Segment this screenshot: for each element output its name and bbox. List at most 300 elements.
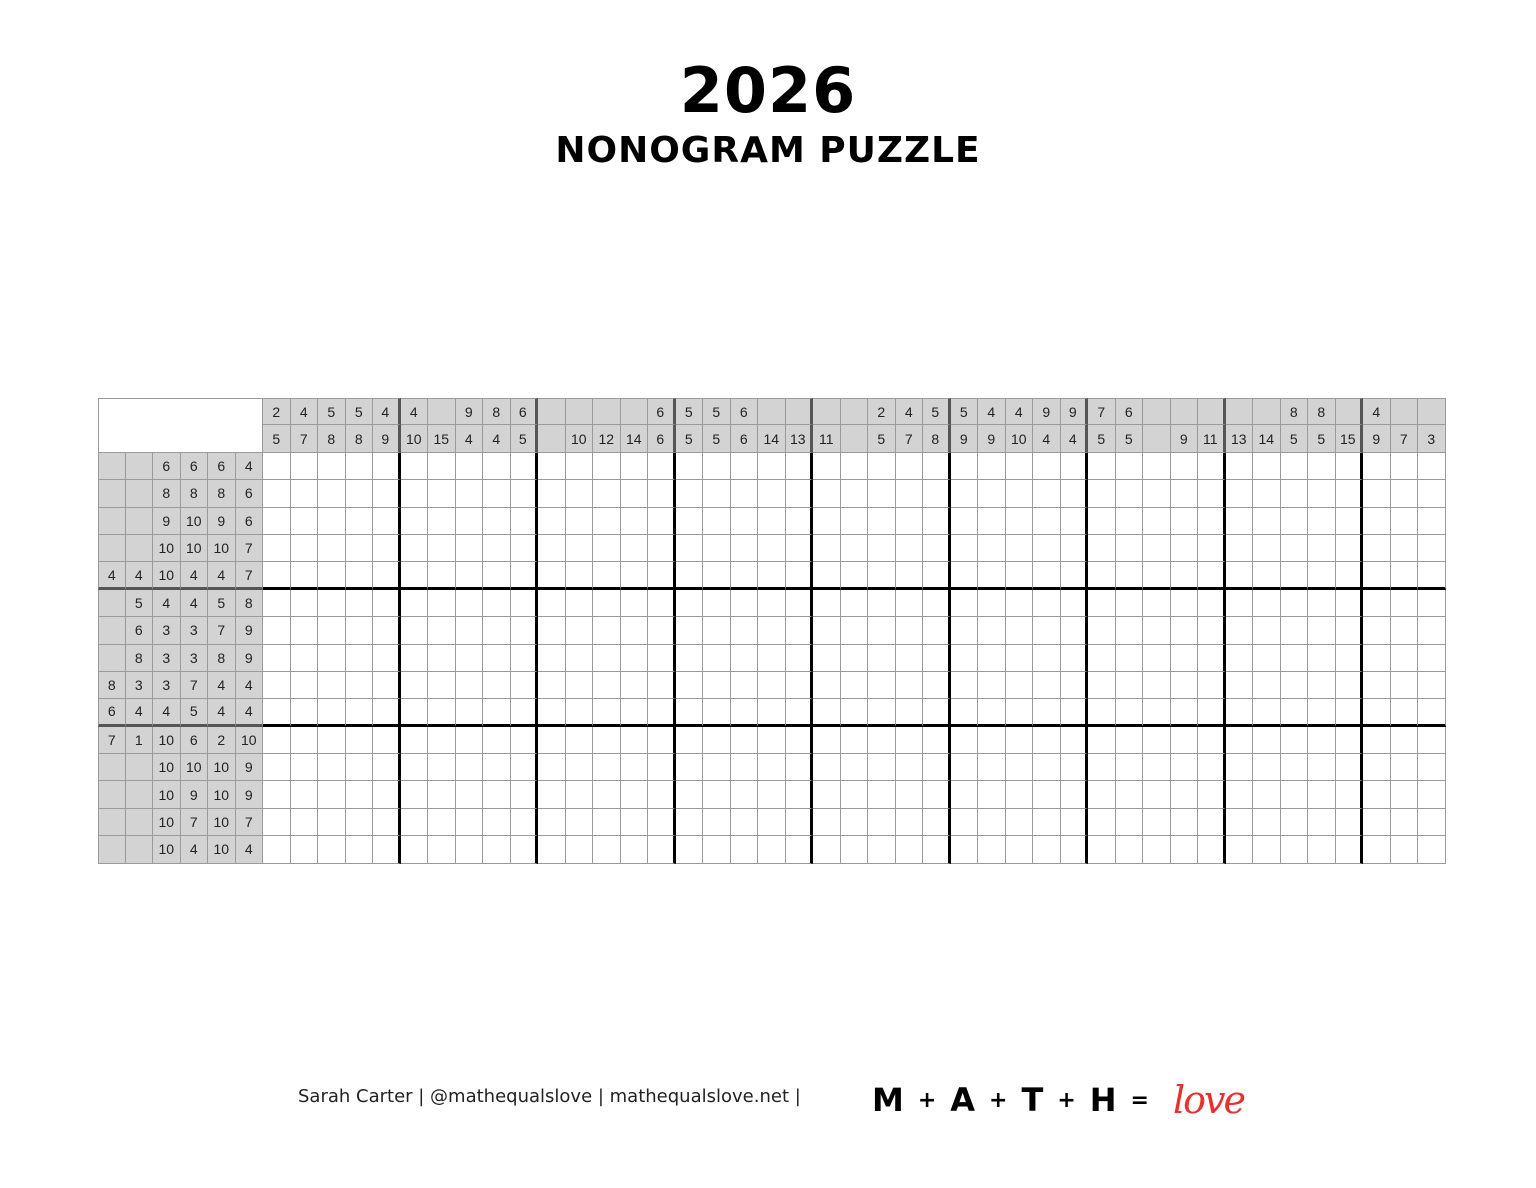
puzzle-cell[interactable]: [978, 590, 1006, 617]
puzzle-cell[interactable]: [676, 727, 704, 754]
puzzle-cell[interactable]: [896, 508, 924, 535]
puzzle-cell[interactable]: [263, 590, 291, 617]
puzzle-cell[interactable]: [786, 508, 814, 535]
puzzle-cell[interactable]: [1143, 453, 1171, 480]
puzzle-cell[interactable]: [1253, 809, 1281, 836]
puzzle-cell[interactable]: [1418, 508, 1446, 535]
puzzle-cell[interactable]: [703, 453, 731, 480]
puzzle-cell[interactable]: [593, 836, 621, 863]
puzzle-cell[interactable]: [1171, 727, 1199, 754]
puzzle-cell[interactable]: [593, 781, 621, 808]
puzzle-cell[interactable]: [1391, 617, 1419, 644]
puzzle-cell[interactable]: [428, 754, 456, 781]
puzzle-cell[interactable]: [511, 727, 539, 754]
puzzle-cell[interactable]: [1418, 645, 1446, 672]
puzzle-cell[interactable]: [1006, 453, 1034, 480]
puzzle-cell[interactable]: [758, 535, 786, 562]
puzzle-cell[interactable]: [1391, 809, 1419, 836]
puzzle-cell[interactable]: [538, 453, 566, 480]
puzzle-cell[interactable]: [703, 508, 731, 535]
puzzle-cell[interactable]: [621, 453, 649, 480]
puzzle-cell[interactable]: [923, 535, 951, 562]
puzzle-cell[interactable]: [923, 480, 951, 507]
puzzle-cell[interactable]: [813, 727, 841, 754]
puzzle-cell[interactable]: [511, 809, 539, 836]
puzzle-cell[interactable]: [1226, 754, 1254, 781]
puzzle-cell[interactable]: [1061, 480, 1089, 507]
puzzle-cell[interactable]: [1281, 480, 1309, 507]
puzzle-cell[interactable]: [483, 590, 511, 617]
puzzle-cell[interactable]: [1281, 617, 1309, 644]
puzzle-cell[interactable]: [676, 453, 704, 480]
puzzle-cell[interactable]: [841, 535, 869, 562]
puzzle-cell[interactable]: [1171, 480, 1199, 507]
puzzle-cell[interactable]: [648, 453, 676, 480]
puzzle-cell[interactable]: [1391, 781, 1419, 808]
puzzle-cell[interactable]: [401, 590, 429, 617]
puzzle-cell[interactable]: [291, 508, 319, 535]
puzzle-cell[interactable]: [1391, 562, 1419, 589]
puzzle-cell[interactable]: [291, 535, 319, 562]
puzzle-cell[interactable]: [483, 836, 511, 863]
puzzle-cell[interactable]: [511, 754, 539, 781]
puzzle-cell[interactable]: [841, 480, 869, 507]
puzzle-cell[interactable]: [373, 672, 401, 699]
puzzle-cell[interactable]: [593, 672, 621, 699]
puzzle-cell[interactable]: [1033, 645, 1061, 672]
puzzle-cell[interactable]: [291, 590, 319, 617]
puzzle-cell[interactable]: [1006, 562, 1034, 589]
puzzle-cell[interactable]: [786, 480, 814, 507]
puzzle-cell[interactable]: [1143, 809, 1171, 836]
puzzle-cell[interactable]: [813, 699, 841, 726]
puzzle-cell[interactable]: [346, 672, 374, 699]
puzzle-cell[interactable]: [401, 836, 429, 863]
puzzle-cell[interactable]: [1006, 699, 1034, 726]
puzzle-cell[interactable]: [923, 453, 951, 480]
puzzle-cell[interactable]: [841, 836, 869, 863]
puzzle-cell[interactable]: [1363, 508, 1391, 535]
puzzle-cell[interactable]: [566, 453, 594, 480]
puzzle-cell[interactable]: [1308, 836, 1336, 863]
puzzle-cell[interactable]: [511, 535, 539, 562]
puzzle-cell[interactable]: [346, 480, 374, 507]
puzzle-cell[interactable]: [621, 836, 649, 863]
puzzle-cell[interactable]: [456, 645, 484, 672]
puzzle-cell[interactable]: [373, 535, 401, 562]
puzzle-cell[interactable]: [291, 781, 319, 808]
puzzle-cell[interactable]: [813, 617, 841, 644]
puzzle-cell[interactable]: [1116, 645, 1144, 672]
puzzle-cell[interactable]: [401, 562, 429, 589]
puzzle-cell[interactable]: [1363, 453, 1391, 480]
puzzle-cell[interactable]: [758, 645, 786, 672]
puzzle-cell[interactable]: [1088, 672, 1116, 699]
puzzle-cell[interactable]: [318, 781, 346, 808]
puzzle-cell[interactable]: [428, 617, 456, 644]
puzzle-cell[interactable]: [923, 645, 951, 672]
puzzle-cell[interactable]: [1171, 781, 1199, 808]
puzzle-cell[interactable]: [1391, 754, 1419, 781]
puzzle-cell[interactable]: [758, 562, 786, 589]
puzzle-cell[interactable]: [1143, 617, 1171, 644]
puzzle-cell[interactable]: [1226, 480, 1254, 507]
puzzle-cell[interactable]: [318, 535, 346, 562]
puzzle-cell[interactable]: [1226, 672, 1254, 699]
puzzle-cell[interactable]: [456, 781, 484, 808]
puzzle-cell[interactable]: [346, 590, 374, 617]
puzzle-cell[interactable]: [318, 590, 346, 617]
puzzle-cell[interactable]: [428, 727, 456, 754]
puzzle-cell[interactable]: [676, 781, 704, 808]
puzzle-cell[interactable]: [1418, 836, 1446, 863]
puzzle-cell[interactable]: [1033, 699, 1061, 726]
puzzle-cell[interactable]: [428, 508, 456, 535]
puzzle-cell[interactable]: [1033, 836, 1061, 863]
puzzle-cell[interactable]: [978, 754, 1006, 781]
puzzle-cell[interactable]: [1061, 672, 1089, 699]
puzzle-cell[interactable]: [1198, 754, 1226, 781]
puzzle-cell[interactable]: [1006, 836, 1034, 863]
puzzle-cell[interactable]: [868, 562, 896, 589]
puzzle-cell[interactable]: [318, 453, 346, 480]
puzzle-cell[interactable]: [1116, 727, 1144, 754]
puzzle-cell[interactable]: [291, 453, 319, 480]
puzzle-cell[interactable]: [923, 754, 951, 781]
puzzle-cell[interactable]: [456, 590, 484, 617]
puzzle-cell[interactable]: [1198, 480, 1226, 507]
puzzle-cell[interactable]: [1088, 590, 1116, 617]
puzzle-cell[interactable]: [1116, 508, 1144, 535]
puzzle-cell[interactable]: [1143, 699, 1171, 726]
puzzle-cell[interactable]: [373, 699, 401, 726]
puzzle-cell[interactable]: [868, 480, 896, 507]
puzzle-cell[interactable]: [703, 562, 731, 589]
puzzle-cell[interactable]: [758, 508, 786, 535]
puzzle-cell[interactable]: [786, 809, 814, 836]
puzzle-cell[interactable]: [1033, 781, 1061, 808]
puzzle-cell[interactable]: [758, 781, 786, 808]
puzzle-cell[interactable]: [621, 754, 649, 781]
puzzle-cell[interactable]: [1418, 535, 1446, 562]
puzzle-cell[interactable]: [483, 508, 511, 535]
puzzle-cell[interactable]: [786, 562, 814, 589]
puzzle-cell[interactable]: [703, 809, 731, 836]
puzzle-cell[interactable]: [1088, 727, 1116, 754]
puzzle-cell[interactable]: [263, 535, 291, 562]
puzzle-cell[interactable]: [1308, 672, 1336, 699]
puzzle-cell[interactable]: [1116, 617, 1144, 644]
puzzle-cell[interactable]: [263, 480, 291, 507]
puzzle-cell[interactable]: [951, 672, 979, 699]
puzzle-cell[interactable]: [1253, 836, 1281, 863]
puzzle-cell[interactable]: [1418, 781, 1446, 808]
puzzle-cell[interactable]: [483, 781, 511, 808]
puzzle-cell[interactable]: [1226, 562, 1254, 589]
puzzle-cell[interactable]: [896, 645, 924, 672]
puzzle-cell[interactable]: [841, 645, 869, 672]
puzzle-cell[interactable]: [373, 590, 401, 617]
puzzle-cell[interactable]: [1226, 781, 1254, 808]
puzzle-cell[interactable]: [1006, 781, 1034, 808]
puzzle-cell[interactable]: [318, 617, 346, 644]
puzzle-cell[interactable]: [703, 672, 731, 699]
puzzle-cell[interactable]: [1006, 809, 1034, 836]
puzzle-cell[interactable]: [1336, 480, 1364, 507]
puzzle-cell[interactable]: [456, 480, 484, 507]
puzzle-cell[interactable]: [731, 727, 759, 754]
puzzle-cell[interactable]: [593, 727, 621, 754]
puzzle-cell[interactable]: [951, 590, 979, 617]
puzzle-cell[interactable]: [648, 645, 676, 672]
puzzle-cell[interactable]: [401, 672, 429, 699]
puzzle-cell[interactable]: [1033, 453, 1061, 480]
puzzle-cell[interactable]: [1308, 562, 1336, 589]
puzzle-cell[interactable]: [896, 453, 924, 480]
puzzle-cell[interactable]: [1171, 754, 1199, 781]
puzzle-cell[interactable]: [1281, 535, 1309, 562]
puzzle-cell[interactable]: [731, 754, 759, 781]
puzzle-cell[interactable]: [978, 508, 1006, 535]
puzzle-cell[interactable]: [1006, 645, 1034, 672]
puzzle-cell[interactable]: [428, 781, 456, 808]
puzzle-cell[interactable]: [263, 836, 291, 863]
puzzle-cell[interactable]: [1336, 453, 1364, 480]
puzzle-cell[interactable]: [813, 754, 841, 781]
puzzle-cell[interactable]: [538, 754, 566, 781]
puzzle-cell[interactable]: [1033, 617, 1061, 644]
puzzle-cell[interactable]: [951, 480, 979, 507]
puzzle-cell[interactable]: [1226, 453, 1254, 480]
puzzle-cell[interactable]: [868, 809, 896, 836]
puzzle-cell[interactable]: [841, 672, 869, 699]
puzzle-cell[interactable]: [1088, 453, 1116, 480]
puzzle-cell[interactable]: [648, 562, 676, 589]
puzzle-cell[interactable]: [318, 727, 346, 754]
puzzle-cell[interactable]: [978, 836, 1006, 863]
puzzle-cell[interactable]: [813, 781, 841, 808]
puzzle-cell[interactable]: [703, 836, 731, 863]
puzzle-cell[interactable]: [868, 727, 896, 754]
puzzle-cell[interactable]: [1088, 508, 1116, 535]
puzzle-cell[interactable]: [676, 672, 704, 699]
puzzle-cell[interactable]: [1391, 645, 1419, 672]
puzzle-cell[interactable]: [318, 836, 346, 863]
puzzle-cell[interactable]: [1171, 508, 1199, 535]
puzzle-cell[interactable]: [1308, 453, 1336, 480]
puzzle-cell[interactable]: [1391, 480, 1419, 507]
puzzle-cell[interactable]: [923, 590, 951, 617]
puzzle-cell[interactable]: [593, 754, 621, 781]
puzzle-cell[interactable]: [923, 699, 951, 726]
puzzle-cell[interactable]: [1253, 781, 1281, 808]
puzzle-cell[interactable]: [703, 535, 731, 562]
puzzle-cell[interactable]: [813, 453, 841, 480]
puzzle-cell[interactable]: [923, 508, 951, 535]
puzzle-cell[interactable]: [483, 480, 511, 507]
puzzle-cell[interactable]: [703, 480, 731, 507]
puzzle-cell[interactable]: [263, 781, 291, 808]
puzzle-cell[interactable]: [758, 617, 786, 644]
puzzle-cell[interactable]: [318, 562, 346, 589]
puzzle-cell[interactable]: [1308, 508, 1336, 535]
puzzle-cell[interactable]: [1281, 836, 1309, 863]
puzzle-cell[interactable]: [1418, 727, 1446, 754]
puzzle-cell[interactable]: [1336, 836, 1364, 863]
puzzle-cell[interactable]: [538, 480, 566, 507]
puzzle-cell[interactable]: [1363, 672, 1391, 699]
puzzle-cell[interactable]: [1033, 672, 1061, 699]
puzzle-cell[interactable]: [1253, 672, 1281, 699]
puzzle-cell[interactable]: [1061, 809, 1089, 836]
puzzle-cell[interactable]: [1253, 480, 1281, 507]
puzzle-cell[interactable]: [786, 672, 814, 699]
puzzle-cell[interactable]: [1143, 836, 1171, 863]
puzzle-cell[interactable]: [566, 781, 594, 808]
puzzle-cell[interactable]: [566, 672, 594, 699]
puzzle-cell[interactable]: [1226, 836, 1254, 863]
puzzle-cell[interactable]: [621, 699, 649, 726]
puzzle-cell[interactable]: [1006, 617, 1034, 644]
puzzle-cell[interactable]: [621, 645, 649, 672]
puzzle-cell[interactable]: [1143, 508, 1171, 535]
puzzle-cell[interactable]: [786, 617, 814, 644]
puzzle-cell[interactable]: [1061, 699, 1089, 726]
puzzle-cell[interactable]: [428, 699, 456, 726]
puzzle-cell[interactable]: [401, 727, 429, 754]
puzzle-cell[interactable]: [291, 645, 319, 672]
puzzle-cell[interactable]: [621, 617, 649, 644]
puzzle-cell[interactable]: [648, 699, 676, 726]
puzzle-cell[interactable]: [483, 562, 511, 589]
puzzle-cell[interactable]: [1198, 645, 1226, 672]
puzzle-cell[interactable]: [813, 535, 841, 562]
puzzle-cell[interactable]: [483, 453, 511, 480]
puzzle-cell[interactable]: [1116, 781, 1144, 808]
puzzle-cell[interactable]: [923, 809, 951, 836]
puzzle-cell[interactable]: [1171, 809, 1199, 836]
puzzle-cell[interactable]: [841, 590, 869, 617]
puzzle-cell[interactable]: [841, 453, 869, 480]
puzzle-cell[interactable]: [1391, 535, 1419, 562]
puzzle-cell[interactable]: [511, 508, 539, 535]
puzzle-cell[interactable]: [1391, 727, 1419, 754]
puzzle-cell[interactable]: [648, 535, 676, 562]
puzzle-cell[interactable]: [1308, 699, 1336, 726]
puzzle-cell[interactable]: [1363, 617, 1391, 644]
puzzle-cell[interactable]: [621, 672, 649, 699]
puzzle-cell[interactable]: [373, 480, 401, 507]
puzzle-cell[interactable]: [813, 672, 841, 699]
puzzle-cell[interactable]: [1336, 754, 1364, 781]
puzzle-cell[interactable]: [318, 809, 346, 836]
puzzle-cell[interactable]: [1033, 809, 1061, 836]
puzzle-cell[interactable]: [1253, 727, 1281, 754]
puzzle-cell[interactable]: [951, 453, 979, 480]
puzzle-cell[interactable]: [428, 645, 456, 672]
puzzle-cell[interactable]: [401, 480, 429, 507]
puzzle-cell[interactable]: [538, 590, 566, 617]
puzzle-cell[interactable]: [1336, 781, 1364, 808]
puzzle-cell[interactable]: [758, 453, 786, 480]
puzzle-cell[interactable]: [731, 508, 759, 535]
puzzle-cell[interactable]: [1363, 480, 1391, 507]
puzzle-cell[interactable]: [1061, 836, 1089, 863]
puzzle-cell[interactable]: [1116, 754, 1144, 781]
puzzle-cell[interactable]: [676, 480, 704, 507]
puzzle-cell[interactable]: [593, 508, 621, 535]
puzzle-cell[interactable]: [538, 672, 566, 699]
puzzle-cell[interactable]: [566, 754, 594, 781]
puzzle-cell[interactable]: [593, 453, 621, 480]
puzzle-cell[interactable]: [758, 590, 786, 617]
puzzle-cell[interactable]: [1336, 645, 1364, 672]
puzzle-cell[interactable]: [813, 480, 841, 507]
puzzle-cell[interactable]: [538, 508, 566, 535]
puzzle-cell[interactable]: [511, 645, 539, 672]
puzzle-cell[interactable]: [978, 727, 1006, 754]
puzzle-cell[interactable]: [978, 672, 1006, 699]
puzzle-cell[interactable]: [951, 508, 979, 535]
puzzle-cell[interactable]: [291, 699, 319, 726]
puzzle-cell[interactable]: [978, 809, 1006, 836]
puzzle-cell[interactable]: [758, 754, 786, 781]
puzzle-cell[interactable]: [1363, 645, 1391, 672]
puzzle-cell[interactable]: [648, 809, 676, 836]
puzzle-cell[interactable]: [511, 590, 539, 617]
puzzle-cell[interactable]: [291, 836, 319, 863]
puzzle-cell[interactable]: [483, 535, 511, 562]
puzzle-cell[interactable]: [291, 617, 319, 644]
puzzle-cell[interactable]: [1418, 672, 1446, 699]
puzzle-cell[interactable]: [1116, 590, 1144, 617]
puzzle-cell[interactable]: [1088, 699, 1116, 726]
puzzle-cell[interactable]: [483, 754, 511, 781]
puzzle-cell[interactable]: [1033, 590, 1061, 617]
puzzle-cell[interactable]: [1171, 562, 1199, 589]
puzzle-cell[interactable]: [1143, 781, 1171, 808]
puzzle-cell[interactable]: [676, 562, 704, 589]
puzzle-cell[interactable]: [1363, 535, 1391, 562]
puzzle-cell[interactable]: [1308, 617, 1336, 644]
puzzle-cell[interactable]: [346, 617, 374, 644]
puzzle-cell[interactable]: [538, 809, 566, 836]
puzzle-cell[interactable]: [1143, 480, 1171, 507]
puzzle-cell[interactable]: [1143, 645, 1171, 672]
puzzle-cell[interactable]: [703, 617, 731, 644]
puzzle-cell[interactable]: [428, 453, 456, 480]
puzzle-cell[interactable]: [978, 781, 1006, 808]
puzzle-cell[interactable]: [1418, 699, 1446, 726]
puzzle-cell[interactable]: [456, 836, 484, 863]
puzzle-cell[interactable]: [566, 809, 594, 836]
puzzle-cell[interactable]: [593, 645, 621, 672]
puzzle-cell[interactable]: [373, 754, 401, 781]
puzzle-cell[interactable]: [1171, 535, 1199, 562]
puzzle-cell[interactable]: [318, 645, 346, 672]
puzzle-cell[interactable]: [868, 590, 896, 617]
puzzle-cell[interactable]: [1253, 508, 1281, 535]
puzzle-cell[interactable]: [1418, 809, 1446, 836]
puzzle-cell[interactable]: [566, 727, 594, 754]
puzzle-cell[interactable]: [813, 508, 841, 535]
puzzle-cell[interactable]: [1006, 535, 1034, 562]
puzzle-cell[interactable]: [923, 781, 951, 808]
puzzle-cell[interactable]: [896, 480, 924, 507]
puzzle-cell[interactable]: [868, 617, 896, 644]
puzzle-cell[interactable]: [1143, 590, 1171, 617]
puzzle-cell[interactable]: [428, 590, 456, 617]
